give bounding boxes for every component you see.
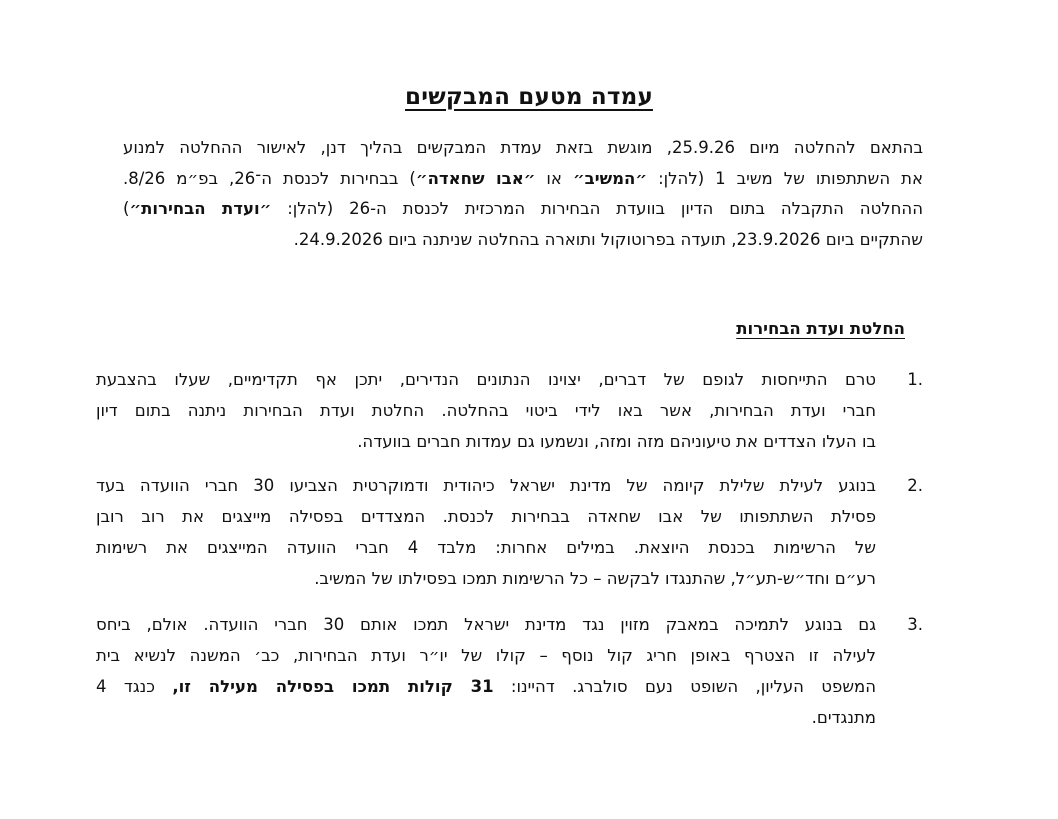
paragraph-number: 3. <box>907 615 923 634</box>
paragraph-line: פסילת השתתפותו של אבו שחאדה בבחירות לכנסת. המצדדים בפסילה מייצגים את רוב רובן <box>96 507 876 526</box>
intro-term-respondent: ״המשיב״ <box>572 168 648 188</box>
intro-line-1: בהתאם להחלטה מיום 25.9.26, מוגשת בזאת עמדת המבקשים בהליך דנן, לאישור ההחלטה למנוע <box>123 138 923 157</box>
paragraph-body <box>96 364 876 457</box>
intro-line-2 <box>123 164 923 195</box>
paragraph-line: של הרשימות בכנסת היוצאת. במילים אחרות: מלבד 4 חברי הוועדה המייצגים את רשימות <box>96 538 876 557</box>
intro-line-3-text: ההחלטה התקבלה בתום הדיון בוועדת הבחירות המרכזית לכנסת ה-26 (להלן: <box>271 199 923 218</box>
intro-paragraph <box>123 133 923 255</box>
paragraph-line <box>96 671 876 702</box>
intro-line-4: שהתקיים ביום 23.9.2026, תועדה בפרוטוקול ותוארה בהחלטה שניתנה ביום 24.9.2026. <box>293 229 923 249</box>
intro-line-2-part-a: את השתתפותו של משיב 1 (להלן: <box>647 168 923 188</box>
numbered-paragraph-1 <box>98 364 923 457</box>
paragraph-line: בנוגע לעילת שלילת קיומה של מדינת ישראל כיהודית ודמוקרטית הצביעו 30 חברי הוועדה בעד <box>96 476 876 495</box>
numbered-paragraph-3 <box>98 609 923 733</box>
paragraph-line: גם בנוגע לתמיכה במאבק מזוין נגד מדינת ישראל תמכו אותם 30 חברי הוועדה. אולם, ביחס <box>96 615 877 634</box>
section-heading: החלטת ועדת הבחירות <box>736 319 905 338</box>
paragraph-number: 2. <box>907 476 923 495</box>
intro-term-abu-shehadeh: ״אבו שחאדה״ <box>415 168 536 188</box>
intro-line-3 <box>123 194 923 225</box>
paragraph-line: בו העלו הצדדים את טיעוניהם מזה ומזה, ונשמעו גם עמדות חברים בוועדה. <box>357 432 876 451</box>
paragraph-line: רע״ם וחד״ש-תע״ל, שהתנגדו לבקשה – כל הרשימות תמכו בפסילתו של המשיב. <box>314 569 876 588</box>
paragraph-body <box>96 609 876 733</box>
intro-line-2-part-e: ) בבחירות לכנסת ה־26, בפ״מ 8/26. <box>123 168 416 188</box>
paragraph-line: לעילה זו הצטרף באופן חריג קול נוסף – קולו של יו״ר ועדת הבחירות, כב׳ המשנה לנשיא בית <box>96 646 876 665</box>
document-title: עמדה מטעם המבקשים <box>405 84 653 110</box>
paragraph-line-tail: כנגד 4 <box>96 677 173 696</box>
paragraph-number: 1. <box>907 370 923 389</box>
intro-line-2-part-c: או <box>535 168 573 188</box>
intro-term-election-committee: ״ועדת הבחירות״ <box>129 199 272 218</box>
paragraph-line-text: המשפט העליון, השופט נעם סולברג. דהיינו: <box>493 677 876 696</box>
numbered-paragraph-2 <box>98 470 923 594</box>
paragraph-line: חברי ועדת הבחירות, אשר באו לידי ביטוי בהחלטה. החלטת ועדת הבחירות ניתנה בתום דיון <box>96 401 876 420</box>
paragraph-line: מתנגדים. <box>811 708 876 727</box>
paragraph-line: טרם התייחסות לגופם של דברים, יצוינו הנתונים הנדירים, יתכן אף תקדימיים, שעלו בהצבעת <box>96 370 876 389</box>
vote-count-highlight: 31 קולות תמכו בפסילה מעילה זו, <box>172 677 494 696</box>
paragraph-body <box>96 470 876 594</box>
intro-line-3-end: ) <box>123 199 130 218</box>
